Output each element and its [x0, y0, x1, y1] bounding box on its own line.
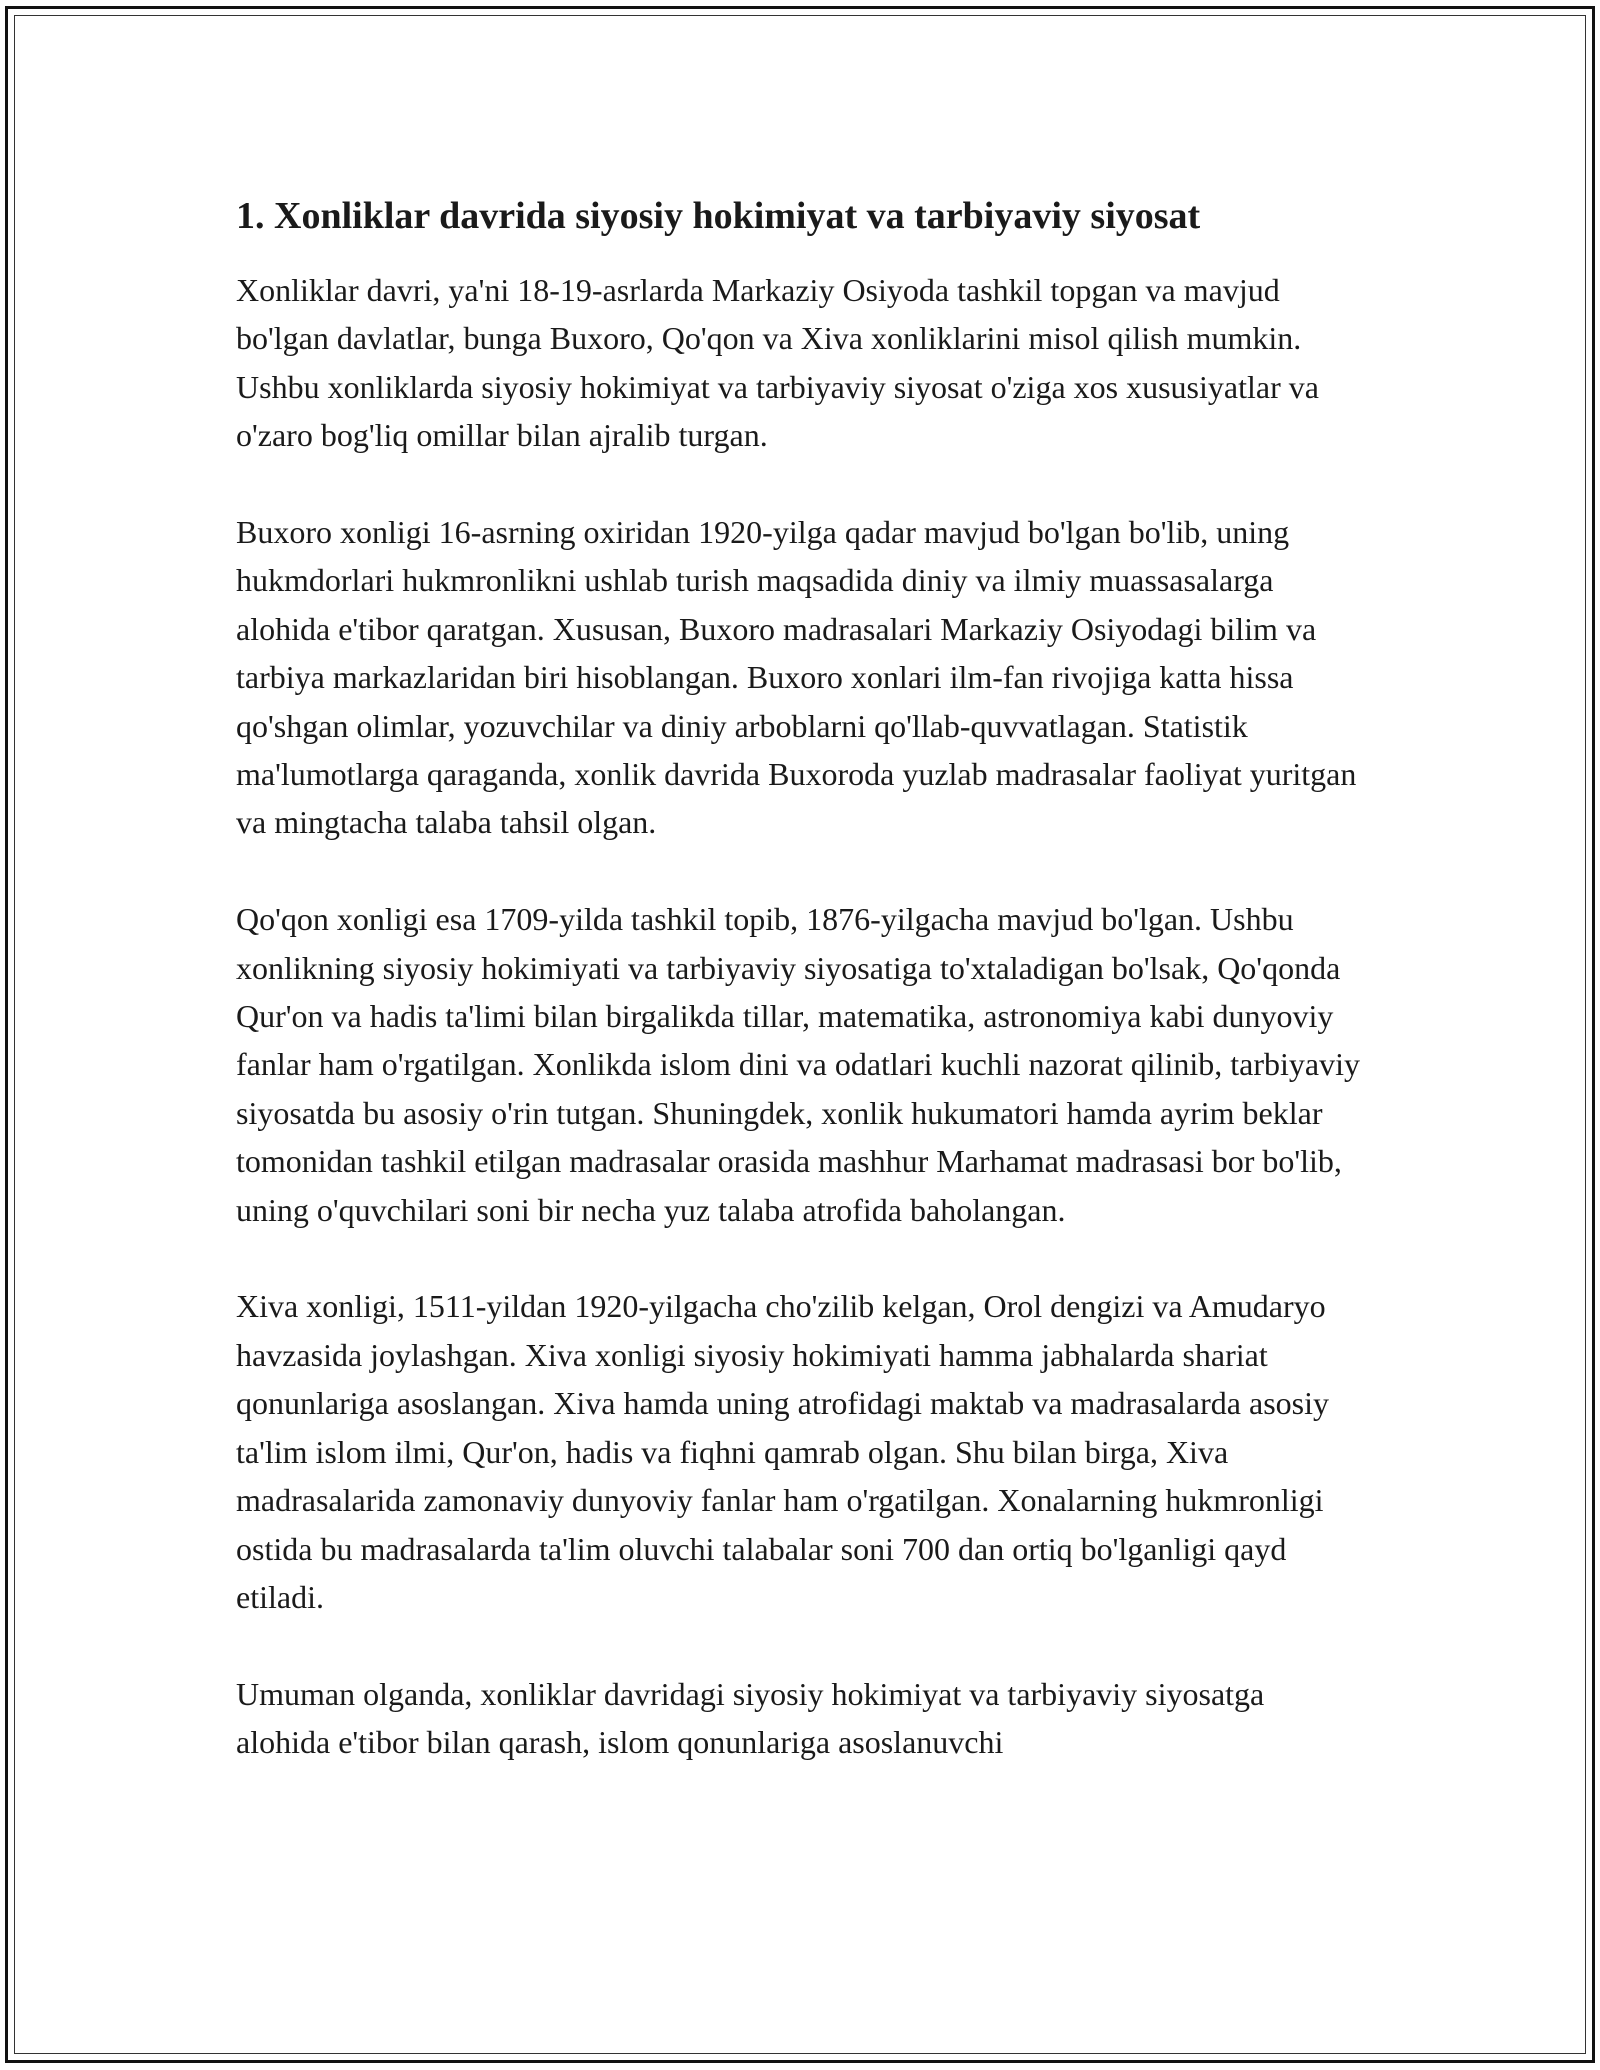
document-body — [236, 188, 1366, 1815]
paragraph-intro: Xonliklar davri, ya'ni 18-19-asrlarda Markaziy Osiyoda tashkil topgan va mavjud bo'lgan davlatlar, bunga Buxoro, Qo'qon va Xiva xonliklarini misol qilish mumkin. Ushbu xonliklarda siyosiy hokimiyat va tarbiyaviy siyosat o'ziga xos xususiyatlar va o'zaro bog'liq omillar bilan ajralib turgan. — [236, 272, 1319, 454]
paragraph-kokand: Qo'qon xonligi esa 1709-yilda tashkil topib, 1876-yilgacha mavjud bo'lgan. Ushbu xonlikning siyosiy hokimiyati va tarbiyaviy siyosatiga to'xtaladigan bo'lsak, Qo'qonda Qur'on va hadis ta'limi bilan birgalikda tillar, matematika, astronomiya kabi dunyoviy fanlar ham o'rgatilgan. Xonlikda islom dini va odatlari kuchli nazorat qilinib, tarbiyaviy siyosatda bu asosiy o'rin tutgan. Shuningdek, xonlik hukumatori hamda ayrim beklar tomonidan tashkil etilgan madrasalar orasida mashhur Marhamat madrasasi bor bo'lib, uning o'quvchilari soni bir necha yuz talaba atrofida baholangan. — [236, 901, 1360, 1228]
paragraph-conclusion: Umuman olganda, xonliklar davridagi siyosiy hokimiyat va tarbiyaviy siyosatga alohida e'tibor bilan qarash, islom qonunlariga asoslanuvchi — [236, 1675, 1265, 1761]
paragraph-khiva: Xiva xonligi, 1511-yildan 1920-yilgacha cho'zilib kelgan, Orol dengizi va Amudaryo havzasida joylashgan. Xiva xonligi siyosiy hokimiyati hamma jabhalarda shariat qonunlariga asoslangan. Xiva hamda uning atrofidagi maktab va madrasalarda asosiy ta'lim islom ilmi, Qur'on, hadis va fiqhni qamrab olgan. Shu bilan birga, Xiva madrasalarida zamonaviy dunyoviy fanlar ham o'rgatilgan. Xonalarning hukmronligi ostida bu madrasalarda ta'lim oluvchi talabalar soni 700 dan ortiq bo'lganligi qayd etiladi. — [236, 1288, 1329, 1615]
section-heading: 1. Xonliklar davrida siyosiy hokimiyat va tarbiyaviy siyosat — [236, 195, 1201, 237]
paragraph-bukhara: Buxoro xonligi 16-asrning oxiridan 1920-yilga qadar mavjud bo'lgan bo'lib, uning hukmdorlari hukmronlikni ushlab turish maqsadida diniy va ilmiy muassasalarga alohida e'tibor qaratgan. Xususan, Buxoro madrasalari Markaziy Osiyodagi bilim va tarbiya markazlaridan biri hisoblangan. Buxoro xonlari ilm-fan rivojiga katta hissa qo'shgan olimlar, yozuvchilar va diniy arboblarni qo'llab-quvvatlagan. Statistik ma'lumotlarga qaraganda, xonlik davrida Buxoroda yuzlab madrasalar faoliyat yuritgan va mingtacha talaba tahsil olgan. — [236, 514, 1357, 841]
